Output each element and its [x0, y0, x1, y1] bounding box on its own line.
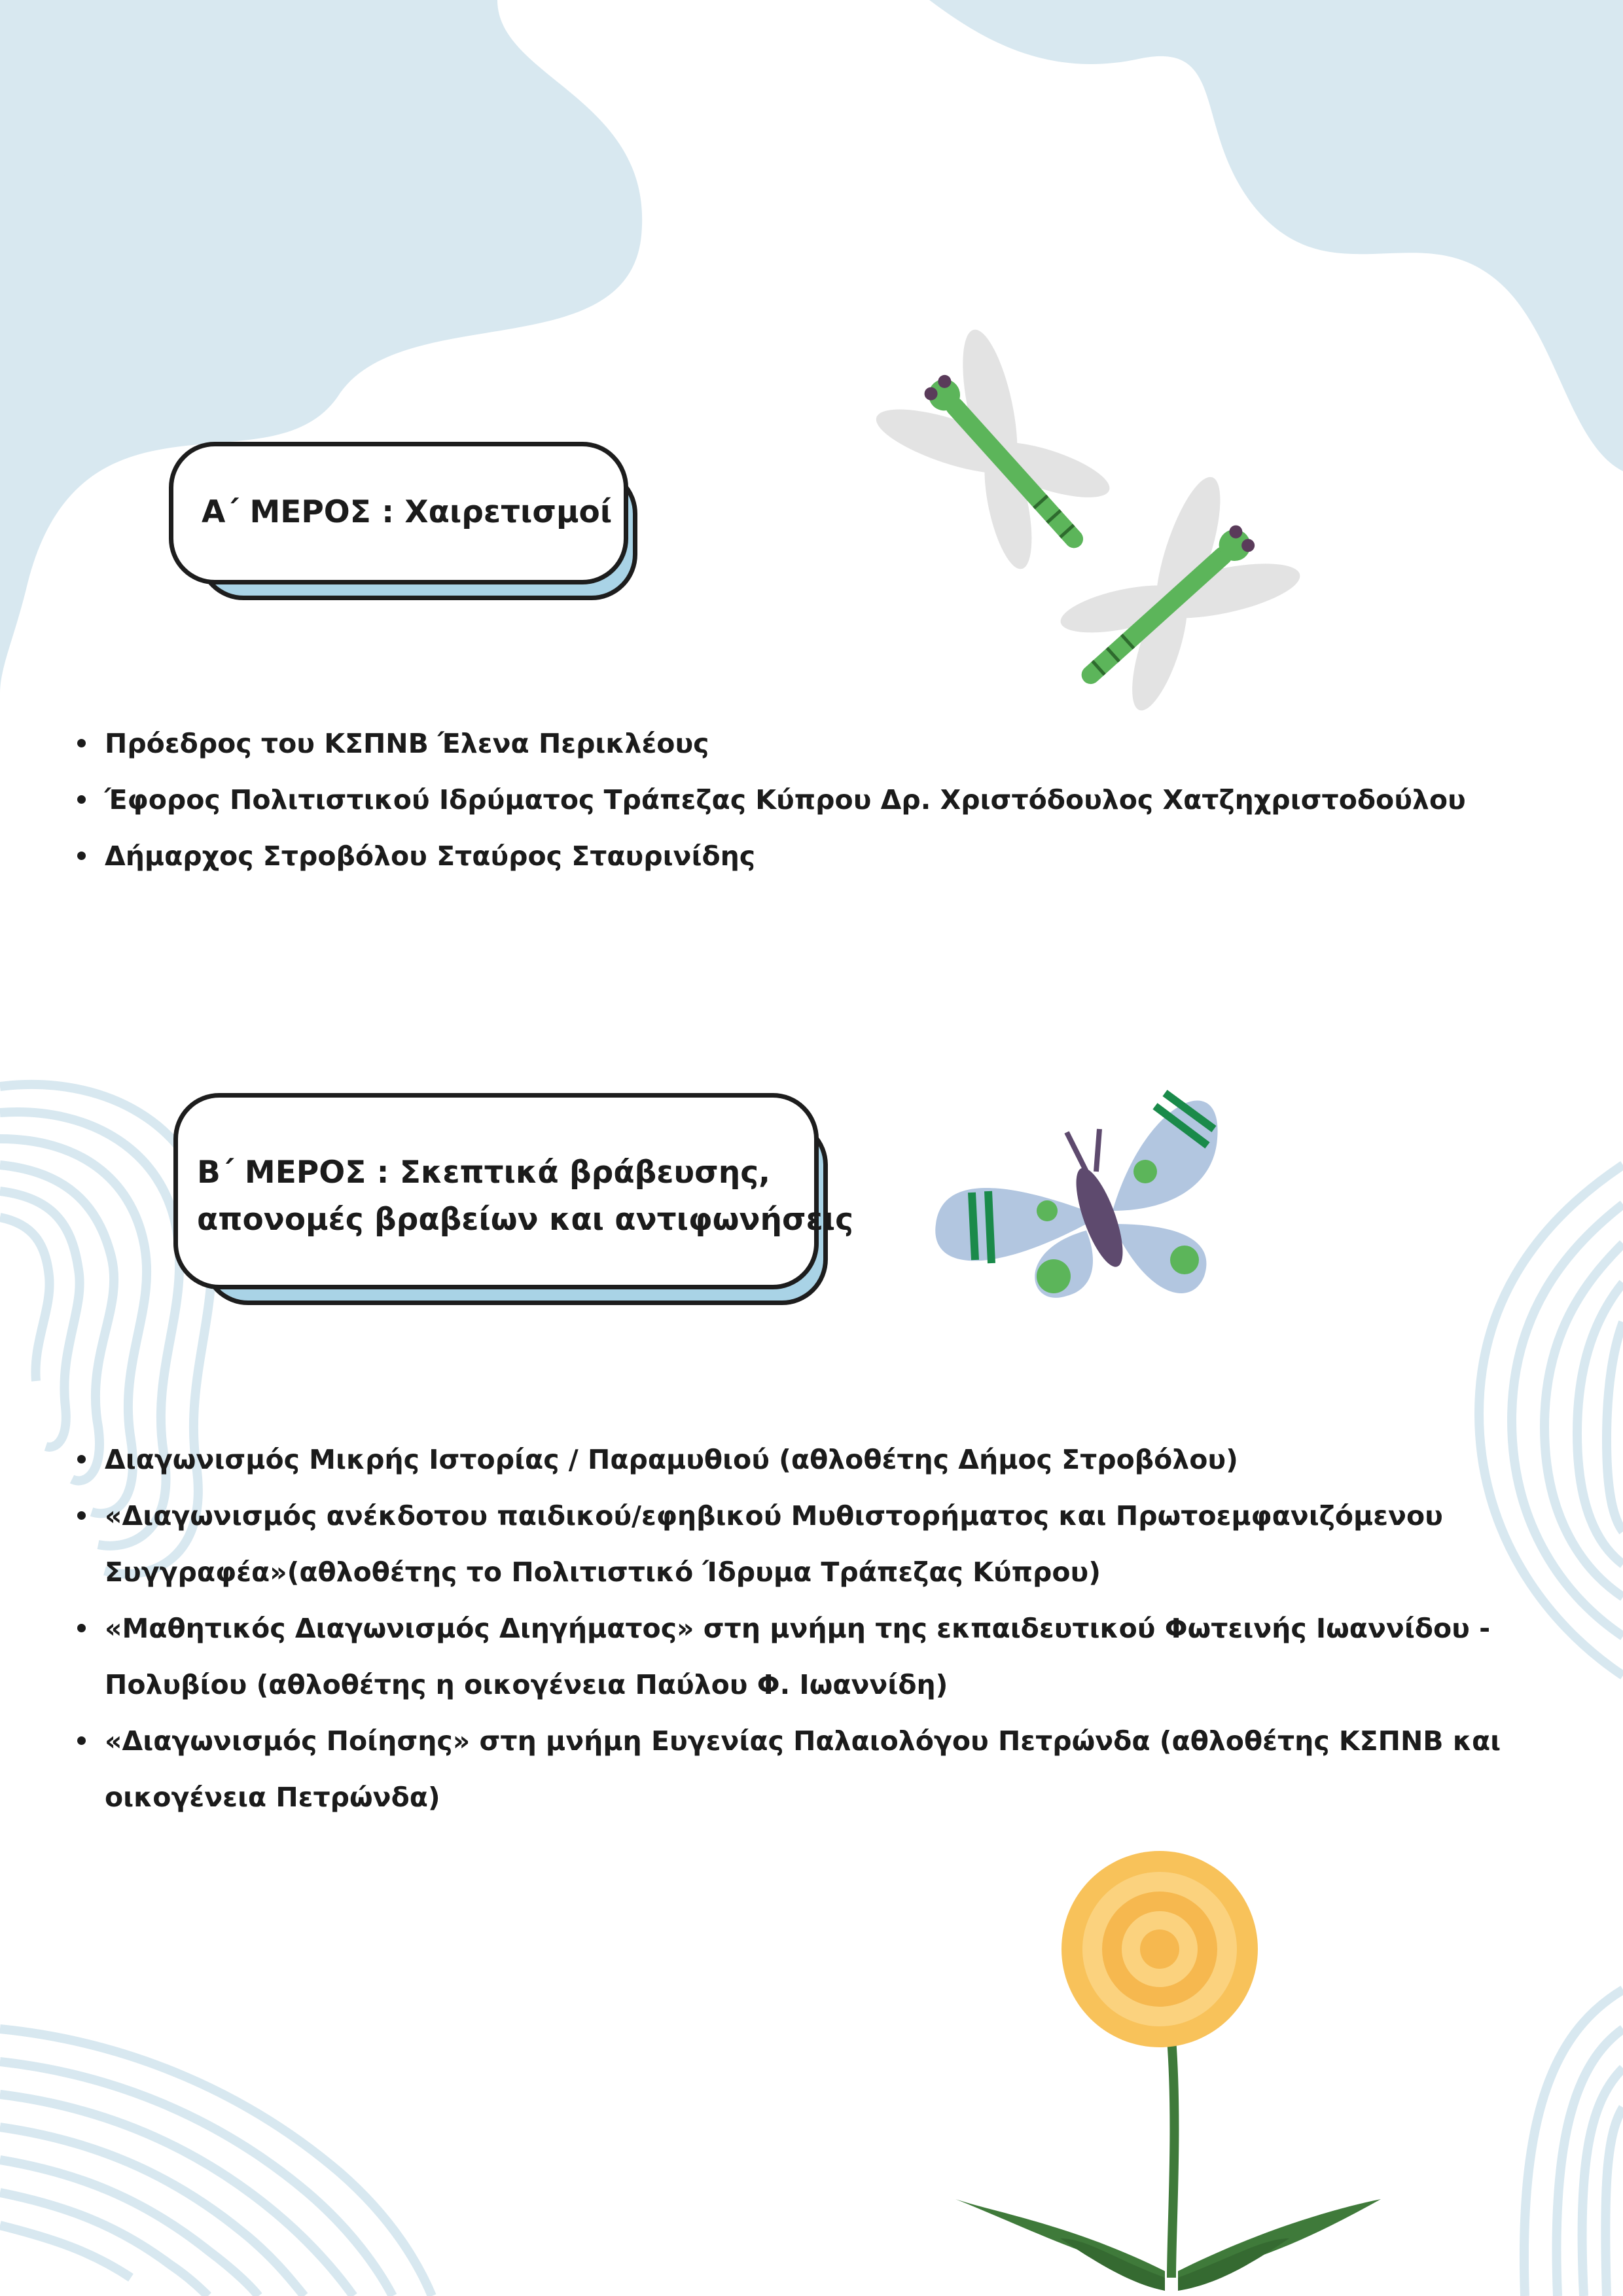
- wave-lines-bottom-left: [0, 2029, 432, 2296]
- butterfly-icon: [935, 1093, 1217, 1298]
- section-a-list: [77, 715, 1582, 884]
- list-item: «Διαγωνισμός ανέκδοτου παιδικού/εφηβικού Μυθιστορήματος και Πρωτοεμφανιζόμενου Συγγραφέα»(αθλοθέτης το Πολιτιστικό Ίδρυμα Τράπεζας Κύπρου): [77, 1488, 1596, 1600]
- section-b-list: [77, 1431, 1596, 1825]
- wave-blob-top-right: [929, 0, 1623, 471]
- dragonfly-icon: [855, 309, 1143, 603]
- list-item: Δήμαρχος Στροβόλου Σταύρος Σταυρινίδης: [77, 828, 1582, 884]
- wave-lines-bottom-right: [1524, 1990, 1623, 2296]
- section-b-heading-line-2: απονομές βραβείων και αντιφωνήσεις: [197, 1202, 853, 1238]
- dandelion-flower-icon: [955, 1851, 1381, 2291]
- section-a-heading: Α΄ ΜΕΡΟΣ : Χαιρετισμοί: [202, 494, 613, 530]
- section-a-heading-box: [169, 442, 628, 584]
- dragonfly-icon: [1027, 456, 1321, 744]
- list-item: Πρόεδρος του ΚΣΠΝΒ Έλενα Περικλέους: [77, 715, 1582, 772]
- section-b-heading-box: [173, 1093, 853, 1289]
- list-item: Διαγωνισμός Μικρής Ιστορίας / Παραμυθιού (αθλοθέτης Δήμος Στροβόλου): [77, 1431, 1596, 1488]
- list-item: Έφορος Πολιτιστικού Ιδρύματος Τράπεζας Κύπρου Δρ. Χριστόδουλος Χατζηχριστοδούλου: [77, 772, 1582, 828]
- section-b-heading: [197, 1149, 853, 1244]
- section-b-heading-line-1: Β΄ ΜΕΡΟΣ : Σκεπτικά βράβευσης,: [197, 1155, 770, 1191]
- list-item: «Μαθητικός Διαγωνισμός Διηγήματος» στη μνήμη της εκπαιδευτικού Φωτεινής Ιωαννίδου - Πολυβίου (αθλοθέτης η οικογένεια Παύλου Φ. Ιωαννίδη): [77, 1600, 1596, 1713]
- list-item: «Διαγωνισμός Ποίησης» στη μνήμη Ευγενίας Παλαιολόγου Πετρώνδα (αθλοθέτης ΚΣΠΝΒ και οικογένεια Πετρώνδα): [77, 1713, 1596, 1825]
